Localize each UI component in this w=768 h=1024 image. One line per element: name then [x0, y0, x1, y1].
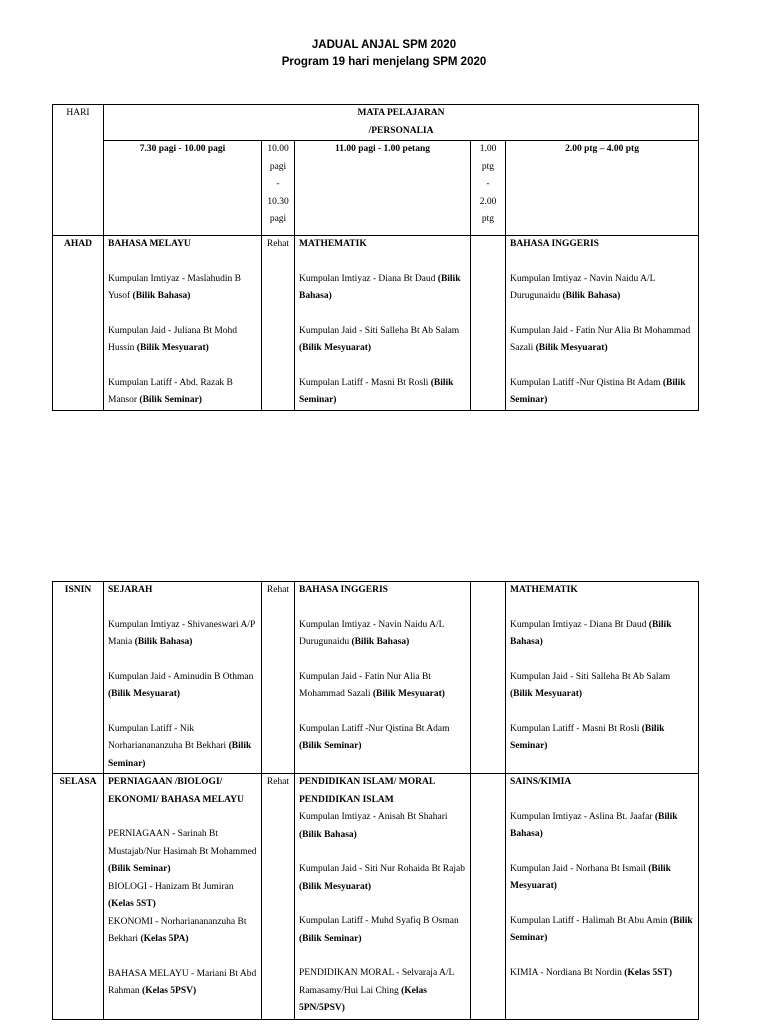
break-cell-empty [471, 774, 506, 1020]
break2-line: - [486, 179, 490, 189]
break2-line: ptg [481, 214, 495, 224]
header-mata-line1: MATA PELAJARAN [357, 108, 445, 118]
header-slot-2: 11.00 pagi - 1.00 petang [295, 141, 471, 236]
schedule-table-1 [52, 104, 699, 411]
header-hari: HARI [53, 105, 104, 236]
teacher-entry: Kumpulan Jaid - Fatin Nur Alia Bt Mohammad Sazali (Bilik Mesyuarat) [299, 671, 445, 699]
selasa-slot-1 [104, 774, 262, 1020]
teacher-entry: KIMIA - Nordiana Bt Nordin (Kelas 5ST) [510, 967, 673, 978]
day-selasa: SELASA [53, 774, 104, 1020]
row-isnin [53, 582, 699, 774]
teacher-entry: Kumpulan Imtiyaz - Anisah Bt Shahari (Bilik Bahasa) [299, 812, 448, 840]
teacher-entry: Kumpulan Jaid - Juliana Bt Mohd Hussin (Bilik Mesyuarat) [108, 325, 238, 353]
break2-line: ptg [481, 161, 495, 172]
header-break-1 [262, 141, 295, 236]
document-subtitle: Program 19 hari menjelang SPM 2020 [281, 56, 487, 68]
break1-line: 10.30 [267, 196, 289, 207]
row-selasa [53, 774, 699, 1020]
header-mata-pelajaran [104, 105, 699, 141]
subject-title: PERNIAGAAN /BIOLOGI/ EKONOMI/ BAHASA MELAYU [108, 777, 244, 805]
teacher-entry: Kumpulan Latiff - Masni Bt Rosli (Bilik Seminar) [299, 377, 454, 405]
day-ahad: AHAD [53, 236, 104, 411]
teacher-entry: Kumpulan Jaid - Siti Salleha Bt Ab Salam (Bilik Mesyuarat) [299, 325, 460, 353]
schedule-table-2 [52, 581, 699, 1020]
ahad-slot-2 [295, 236, 471, 411]
header-break-2 [471, 141, 506, 236]
subject-title: BAHASA INGGERIS [510, 239, 599, 249]
teacher-entry: Kumpulan Latiff - Masni Bt Rosli (Bilik Seminar) [510, 723, 665, 751]
teacher-entry: BIOLOGI - Hanizam Bt Jumiran (Kelas 5ST) [108, 881, 234, 909]
teacher-entry: PERNIAGAAN - Sarinah Bt Mustajab/Nur Hasimah Bt Mohammed (Bilik Seminar) [108, 829, 257, 874]
teacher-entry: Kumpulan Latiff - Muhd Syafiq B Osman (Bilik Seminar) [299, 916, 459, 944]
break1-line: pagi [269, 214, 287, 224]
rehat-cell: Rehat [262, 774, 295, 1020]
day-isnin: ISNIN [53, 582, 104, 774]
isnin-slot-3 [506, 582, 699, 774]
ahad-slot-1 [104, 236, 262, 411]
teacher-entry: Kumpulan Jaid - Siti Salleha Bt Ab Salam (Bilik Mesyuarat) [510, 671, 671, 699]
teacher-entry: Kumpulan Imtiyaz - Maslahudin B Yusof (Bilik Bahasa) [108, 273, 241, 301]
teacher-entry: Kumpulan Jaid - Fatin Nur Alia Bt Mohammad Sazali (Bilik Mesyuarat) [510, 325, 691, 353]
ahad-slot-3 [506, 236, 699, 411]
teacher-entry: PENDIDIKAN MORAL - Selvaraja A/L Ramasamy/Hui Lai Ching (Kelas 5PN/5PSV) [299, 968, 454, 1013]
rehat-cell: Rehat [262, 236, 295, 411]
teacher-entry: Kumpulan Latiff -Nur Qistina Bt Adam (Bilik Seminar) [299, 723, 450, 751]
subject-title: BAHASA INGGERIS [299, 585, 388, 595]
break1-line: - [276, 179, 280, 189]
break1-line: 10.00 [267, 144, 289, 154]
isnin-slot-1 [104, 582, 262, 774]
subject-title: SAINS/KIMIA [510, 777, 572, 787]
teacher-entry: Kumpulan Imtiyaz - Shivaneswari A/P Mania (Bilik Bahasa) [108, 619, 255, 647]
row-ahad [53, 236, 699, 411]
teacher-entry: Kumpulan Jaid - Norhana Bt Ismail (Bilik Mesyuarat) [510, 863, 671, 891]
break-cell-empty [471, 582, 506, 774]
teacher-entry: Kumpulan Imtiyaz - Navin Naidu A/L Durugunaidu (Bilik Bahasa) [299, 619, 445, 647]
subject-title: MATHEMATIK [510, 585, 578, 595]
teacher-entry: Kumpulan Imtiyaz - Aslina Bt. Jaafar (Bilik Bahasa) [510, 811, 678, 839]
subject-title: PENDIDIKAN ISLAM/ MORAL PENDIDIKAN ISLAM [299, 777, 435, 805]
teacher-entry: Kumpulan Latiff - Halimah Bt Abu Amin (Bilik Seminar) [510, 915, 693, 943]
selasa-slot-2 [295, 774, 471, 1020]
teacher-entry: Kumpulan Latiff -Nur Qistina Bt Adam (Bilik Seminar) [510, 377, 686, 405]
isnin-slot-2 [295, 582, 471, 774]
break2-line: 2.00 [479, 196, 497, 207]
teacher-entry: Kumpulan Latiff - Nik Norharianananzuha Bt Bekhari (Bilik Seminar) [108, 723, 252, 769]
teacher-entry: Kumpulan Jaid - Siti Nur Rohaida Bt Rajab (Bilik Mesyuarat) [299, 864, 465, 892]
break2-line: 1.00 [479, 144, 497, 154]
header-slot-3: 2.00 ptg – 4.00 ptg [506, 141, 699, 236]
teacher-entry: Kumpulan Imtiyaz - Diana Bt Daud (Bilik Bahasa) [510, 619, 672, 647]
teacher-entry: EKONOMI - Norharianananzuha Bt Bekhari (Kelas 5PA) [108, 916, 247, 944]
subject-title: SEJARAH [108, 585, 153, 595]
subject-title: MATHEMATIK [299, 239, 367, 249]
teacher-entry: Kumpulan Latiff - Abd. Razak B Mansor (Bilik Seminar) [108, 377, 233, 405]
header-slot-1: 7.30 pagi - 10.00 pagi [104, 141, 262, 236]
teacher-entry: Kumpulan Imtiyaz - Navin Naidu A/L Durugunaidu (Bilik Bahasa) [510, 273, 656, 301]
teacher-entry: BAHASA MELAYU - Mariani Bt Abd Rahman (Kelas 5PSV) [108, 968, 257, 996]
break1-line: pagi [269, 161, 287, 172]
break-cell-empty [471, 236, 506, 411]
document-title: JADUAL ANJAL SPM 2020 [311, 39, 457, 51]
rehat-cell: Rehat [262, 582, 295, 774]
header-mata-line2: /PERSONALIA [368, 125, 434, 136]
subject-title: BAHASA MELAYU [108, 239, 191, 249]
selasa-slot-3 [506, 774, 699, 1020]
teacher-entry: Kumpulan Imtiyaz - Diana Bt Daud (Bilik Bahasa) [299, 273, 461, 301]
teacher-entry: Kumpulan Jaid - Aminudin B Othman (Bilik Mesyuarat) [108, 671, 254, 699]
